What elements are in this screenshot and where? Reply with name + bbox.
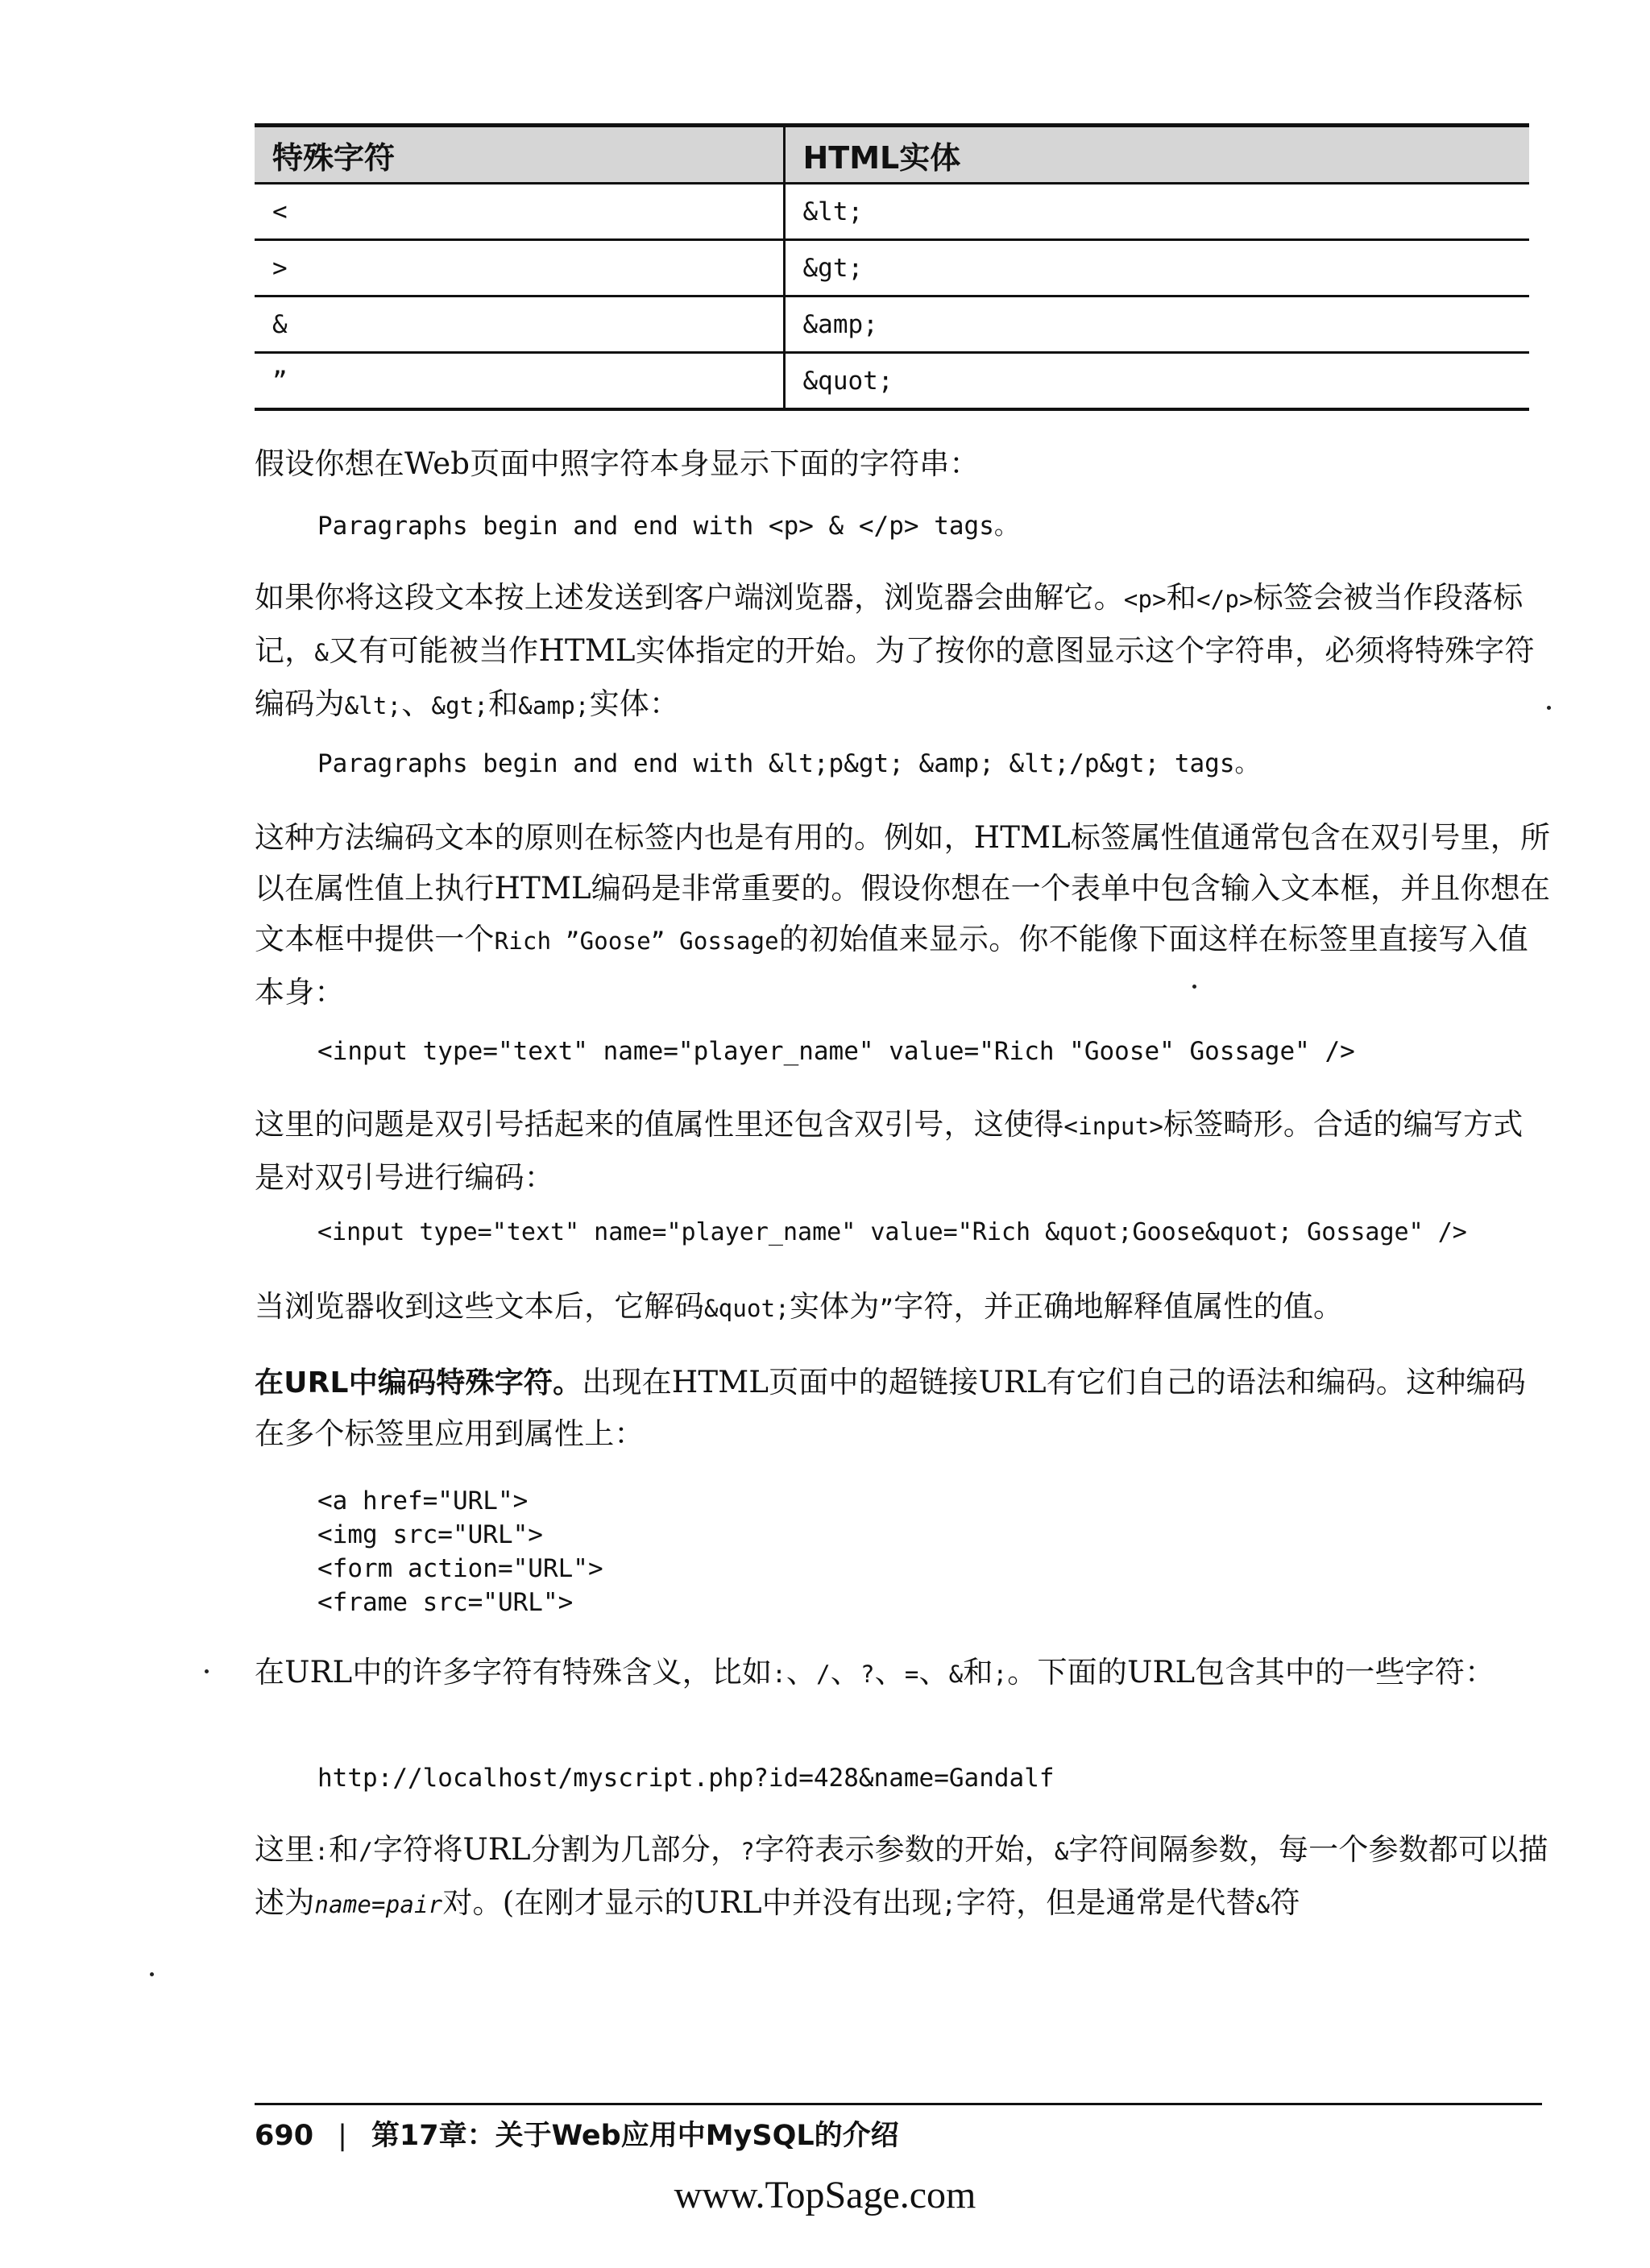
inline-code: &quot; xyxy=(704,1295,790,1322)
inline-code: ” xyxy=(879,1295,894,1322)
inline-code: & xyxy=(314,639,330,666)
table-row xyxy=(255,240,1529,296)
inline-code-italic: name=pair xyxy=(314,1891,443,1918)
text-run: 和 xyxy=(1166,580,1196,615)
text-run: 、 xyxy=(401,686,432,721)
code-example-input-bad: <input type="text" name="player_name" value="Rich "Goose" Gossage" /> xyxy=(317,1037,1355,1066)
paragraph-url-special-chars xyxy=(255,1647,1552,1700)
text-run: 字符将URL分割为几部分， xyxy=(372,1832,741,1867)
footer-separator: | xyxy=(338,2120,347,2152)
scan-speck xyxy=(150,1972,154,1976)
scan-speck xyxy=(1192,985,1196,989)
code-example-url: http://localhost/myscript.php?id=428&name=Gandalf xyxy=(317,1764,1055,1793)
inline-code: &gt; xyxy=(431,692,489,719)
inline-code: <input> xyxy=(1063,1113,1164,1140)
text-run: 和 xyxy=(329,1832,359,1867)
paragraph-malformed-tag xyxy=(255,1099,1552,1203)
inline-code: / xyxy=(816,1661,831,1688)
text-run: 出现在HTML页面中的超链接URL有它们自己的语法和编码。这种编码在多个标签里应用到属性上： xyxy=(255,1365,1526,1451)
page-footer xyxy=(255,2116,899,2156)
table-cell-entity: &quot; xyxy=(784,353,1529,410)
inline-code: &amp; xyxy=(518,692,590,719)
text-run: 和 xyxy=(488,686,519,721)
text-run: 、 xyxy=(918,1655,949,1690)
text-run: 字符表示参数的开始， xyxy=(754,1832,1055,1867)
inline-code: : xyxy=(314,1838,330,1865)
inline-code: ; xyxy=(942,1891,956,1918)
paragraph-encoding-explanation xyxy=(255,572,1552,732)
inline-code: ; xyxy=(993,1661,1008,1688)
code-example-plain: Paragraphs begin and end with <p> & </p> tags。 xyxy=(317,512,1019,541)
code-example-input-good: <input type="text" name="player_name" value="Rich &quot;Goose&quot; Gossage" /> xyxy=(317,1218,1467,1246)
inline-code: & xyxy=(948,1661,964,1688)
inline-code: Rich ”Goose” Gossage xyxy=(494,927,779,955)
entity-table xyxy=(255,123,1529,411)
table-cell-entity: &amp; xyxy=(784,296,1529,353)
text-run: 、 xyxy=(830,1655,860,1690)
paragraph-browser-decode xyxy=(255,1281,1552,1334)
text-run: 的初始值来显示。你不能像下面这样在标签里直接写入值本身： xyxy=(255,922,1528,1010)
section-lead-in: 在URL中编码特殊字符。 xyxy=(255,1366,582,1399)
text-run: 在URL中的许多字符有特殊含义，比如 xyxy=(255,1655,773,1690)
text-run: 、 xyxy=(874,1655,905,1690)
text-run: 和 xyxy=(963,1655,993,1690)
paragraph-attribute-encoding xyxy=(255,812,1552,1018)
text-run: 这种方法编码文本的原则在标签内也是有用的。例如，HTML标签属性值通常包含在双引号里，所以在属性值上执行HTML编码是非常重要的。假设你想在一个表单中包含输入文本框，并且你想在文本框中提供一个 xyxy=(255,820,1551,956)
table-row xyxy=(255,184,1529,240)
text-run: 、 xyxy=(786,1655,817,1690)
text-run: 符 xyxy=(1270,1885,1300,1920)
inline-code: </p> xyxy=(1196,586,1254,613)
inline-code: ? xyxy=(740,1838,755,1865)
text-run: 当浏览器收到这些文本后，它解码 xyxy=(255,1289,704,1324)
table-header-special-char: 特殊字符 xyxy=(255,126,784,184)
text-run: 标签会被当作段落标记， xyxy=(255,580,1524,668)
text-run: 对。(在刚才显示的URL中并没有出现 xyxy=(442,1885,942,1920)
table-header-row xyxy=(255,126,1529,184)
table-cell-entity: &lt; xyxy=(784,184,1529,240)
chapter-title: 第17章：关于Web应用中MySQL的介绍 xyxy=(371,2120,899,2152)
table-cell-char: ” xyxy=(255,353,784,410)
text-run: 实体为 xyxy=(789,1289,880,1324)
page-number: 690 xyxy=(255,2120,314,2152)
inline-code: &lt; xyxy=(344,692,402,719)
text-run: 如果你将这段文本按上述发送到客户端浏览器，浏览器会曲解它。 xyxy=(255,580,1124,615)
inline-code: / xyxy=(359,1838,373,1865)
table-cell-char: & xyxy=(255,296,784,353)
inline-code: & xyxy=(1054,1838,1069,1865)
table-row xyxy=(255,353,1529,410)
text-run: 字符，并正确地解释值属性的值。 xyxy=(893,1289,1344,1324)
footer-rule xyxy=(255,2103,1542,2105)
paragraph-url-parts xyxy=(255,1824,1552,1930)
table-cell-char: > xyxy=(255,240,784,296)
scan-speck xyxy=(1547,706,1551,710)
code-example-encoded: Paragraphs begin and end with &lt;p&gt; &amp; &lt;/p&gt; tags。 xyxy=(317,749,1260,778)
code-example-url-attributes: <a href="URL"> <img src="URL"> <form action="URL"> <frame src="URL"> xyxy=(317,1486,603,1617)
inline-code: : xyxy=(772,1661,786,1688)
table-cell-char: < xyxy=(255,184,784,240)
table-row xyxy=(255,296,1529,353)
text-run: 。下面的URL包含其中的一些字符： xyxy=(1007,1655,1495,1690)
text-run: 这里 xyxy=(255,1832,315,1867)
table-header-html-entity: HTML实体 xyxy=(784,126,1529,184)
paragraph-url-encoding xyxy=(255,1357,1552,1459)
text-run: 实体： xyxy=(589,686,680,721)
text-run: 标签畸形。合适的编写方式是对双引号进行编码： xyxy=(255,1107,1524,1195)
watermark-url: www.TopSage.com xyxy=(674,2174,976,2216)
scan-speck xyxy=(205,1669,209,1673)
inline-code: = xyxy=(904,1661,919,1688)
inline-code: ? xyxy=(860,1661,875,1688)
text-run: 这里的问题是双引号括起来的值属性里还包含双引号，这使得 xyxy=(255,1107,1064,1142)
text-run: 又有可能被当作HTML实体指定的开始。为了按你的意图显示这个字符串，必须将特殊字符编码为 xyxy=(255,633,1535,721)
inline-code: & xyxy=(1255,1891,1271,1918)
paragraph-intro: 假设你想在Web页面中照字符本身显示下面的字符串： xyxy=(255,446,980,481)
text-run: 字符，但是通常是代替 xyxy=(956,1885,1256,1920)
text-run: 字符间隔参数，每一个参数都可以描述为 xyxy=(255,1832,1548,1920)
inline-code: <p> xyxy=(1123,586,1167,613)
table-cell-entity: &gt; xyxy=(784,240,1529,296)
